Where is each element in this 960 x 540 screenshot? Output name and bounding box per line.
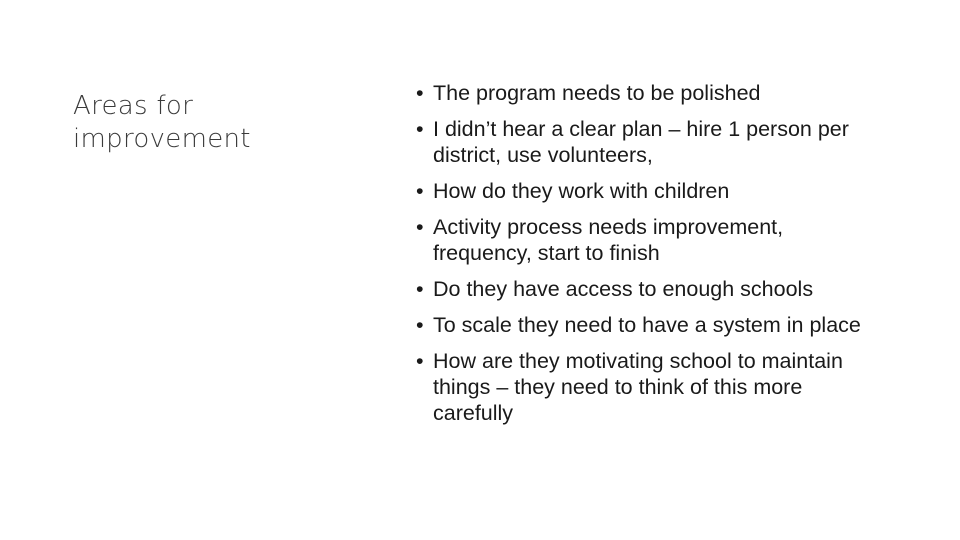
bullet-text: To scale they need to have a system in place <box>433 313 861 337</box>
bullet-item <box>414 276 864 302</box>
bullet-point-icon: • <box>416 277 424 301</box>
slide-title: Areas for improvement <box>73 91 251 154</box>
bullet-list <box>414 80 864 436</box>
bullet-text: I didn’t hear a clear plan – hire 1 person per district, use volunteers, <box>433 117 849 167</box>
bullet-item <box>414 178 864 204</box>
bullet-point-icon: • <box>416 349 424 373</box>
bullet-text: How are they motivating school to maintain things – they need to think of this more carefully <box>433 349 843 425</box>
bullet-point-icon: • <box>416 215 424 239</box>
bullet-point-icon: • <box>416 117 424 141</box>
bullet-text: Activity process needs improvement, frequency, start to finish <box>433 215 784 265</box>
bullet-item <box>414 312 864 338</box>
bullet-point-icon: • <box>416 81 424 105</box>
bullet-point-icon: • <box>416 179 424 203</box>
bullet-item <box>414 116 864 168</box>
bullet-text: The program needs to be polished <box>433 81 761 105</box>
bullet-item <box>414 348 864 426</box>
bullet-item <box>414 214 864 266</box>
bullet-item <box>414 80 864 106</box>
bullet-point-icon: • <box>416 313 424 337</box>
bullet-text: How do they work with children <box>433 179 730 203</box>
bullet-text: Do they have access to enough schools <box>433 277 814 301</box>
